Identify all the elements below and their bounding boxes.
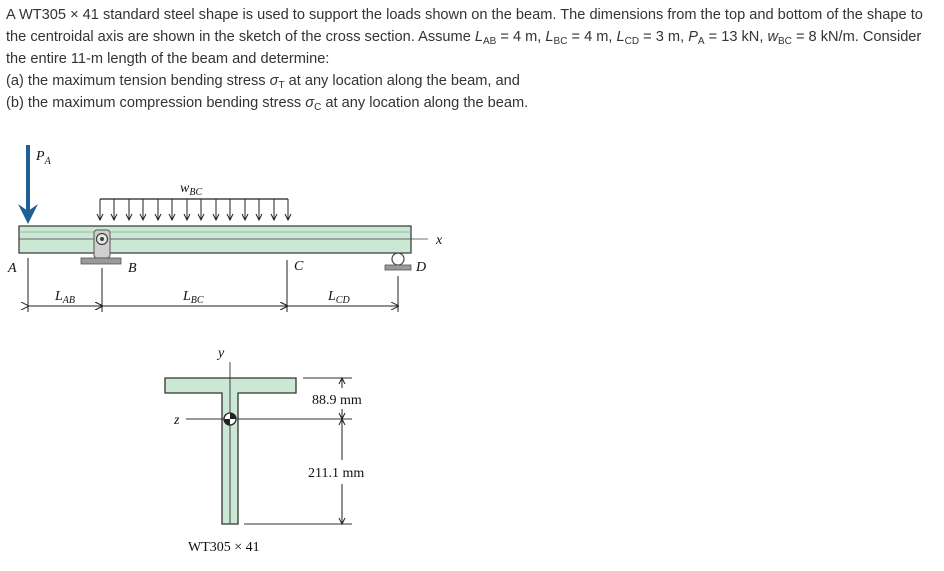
- part-a: (a) the maximum tension bending stress $\sigma_T$ at any location along the beam, and: [6, 73, 520, 91]
- top-dimension-label: 88.9 mm: [312, 393, 362, 408]
- point-a-label: A: [8, 261, 17, 276]
- part-b: (b) the maximum compression bending stress $\sigma_C$ at any location along the beam.: [6, 95, 529, 113]
- l-cd-label: $L_{CD}$: [328, 289, 350, 306]
- problem-intro: A WT305 × 41 standard steel shape is used to support the loads shown on the beam. The dimensions from the top and bottom of the shape to the centroidal axis are shown in the sketch of the cross section. Assume $L_{AB} = 4$ m, $L_{BC} = 4$ m, $L_{CD} = 3$ m, $P_A = 13$ kN, $w_{BC} = 8$ kN/m. Consider the entire 11-m length of the beam and determine:: [6, 7, 923, 67]
- z-axis-label: z: [174, 413, 180, 428]
- bottom-dimension-label: 211.1 mm: [308, 466, 365, 481]
- w-label: $w_{BC}$: [180, 181, 203, 198]
- l-ab-label: $L_{AB}$: [55, 289, 76, 306]
- point-c-label: C: [294, 259, 304, 274]
- y-axis-label: y: [218, 346, 225, 361]
- l-bc-label: $L_{BC}$: [183, 289, 204, 306]
- pa-label: $P_A$: [36, 149, 51, 167]
- point-b-label: B: [128, 261, 137, 276]
- x-axis-label: x: [436, 233, 443, 248]
- centroid-symbol: [224, 413, 236, 425]
- point-d-label: D: [416, 260, 427, 275]
- tee-section: [165, 378, 296, 524]
- shape-name-label: WT305 × 41: [188, 540, 260, 555]
